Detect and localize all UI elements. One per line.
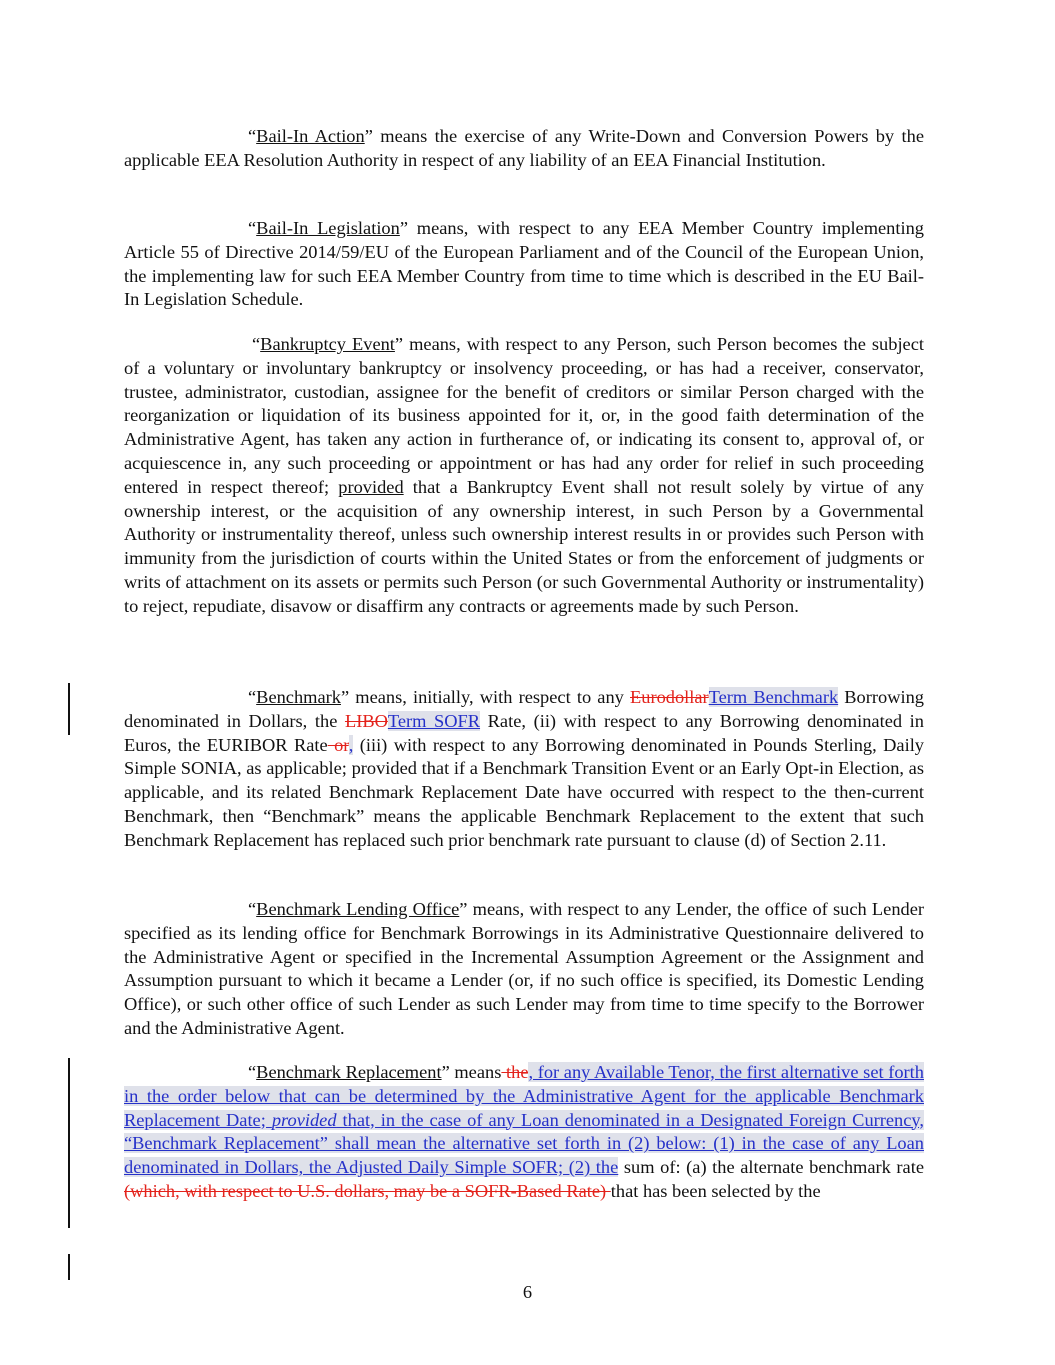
definition-text: Rate, (ii) with respect to any Borrowing denominated in Euros, the EURIBOR Rate [124,710,924,755]
definition-text: that a Bankruptcy Event shall not result solely by virtue of any ownership interest, or the acquisition of any ownership interest, in such Person by a Governmental Authority or instrumentality thereof, unless such ownership interest results in or provides such Person with immunity from the jurisdiction of courts within the United States or from the enforcement of judgments or writs of attachment on its assets or permits such Person (or such Governmental Authority or instrumentality) to reject, repudiate, disavow or disaffirm any contracts or agreements made by such Person. [124,476,924,616]
inserted-text: Term SOFR [387,710,481,731]
definition-text: ” means the exercise of any Write-Down and Conversion Powers by the applicable EEA Resolution Authority in respect of any liability of an EEA Financial Institution. [124,126,924,170]
definition-text: (iii) with respect to any Borrowing denominated in Pounds Sterling, Daily Simple SONIA, as applicable; provided that if a Benchmark Transition Event or an Early Opt-in Election, as applicable, and its related Benchmark Replacement Date have occurred with respect to the then-current Benchmark, then “Benchmark” means the applicable Benchmark Replacement to the extent that such Benchmark Replacement has replaced such prior benchmark rate pursuant to clause (d) of Section 2.11. [124,734,924,850]
deleted-text: the [501,1062,529,1082]
definition-bankruptcy-event: “Bankruptcy Event” means, with respect to any Person, such Person becomes the subject of a voluntary or involuntary bankruptcy or insolvency proceeding, or has had a receiver, conservator, trustee, administrator, custodian, assignee for the benefit of creditors or similar Person charged with the reorganization or liquidation of its business appointed for it, or, in the good faith determination of the Administrative Agent, has taken any action in furtherance of, or indicating its consent to, approval of, or acquiescence in, any such proceeding or appointment or has had any order for relief in such proceeding entered in respect thereof; provided that a Bankruptcy Event shall not result solely by virtue of any ownership interest, or the acquisition of any ownership interest, in such Person by a Governmental Authority or instrumentality thereof, unless such ownership interest results in or provides such Person with immunity from the jurisdiction of courts within the United States or from the enforcement of judgments or writs of attachment on its assets or permits such Person (or such Governmental Authority or instrumentality) to reject, repudiate, disavow or disaffirm any contracts or agreements made by such Person. [124,334,924,616]
change-bar [68,1058,70,1228]
change-bar [68,1254,70,1280]
defined-term: Bankruptcy Event [260,334,395,354]
definition-bail-in-action: “Bail-In Action” means the exercise of any Write-Down and Conversion Powers by the applicable EEA Resolution Authority in respect of any liability of an EEA Financial Institution. [124,126,924,170]
definition-text: ” means, with respect to any EEA Member Country implementing Article 55 of Directive 2014/59/EU of the European Parliament and of the Council of the European Union, the implementing law for such EEA Member Country from time to time which is described in the EU Bail-In Legislation Schedule. [124,218,924,310]
defined-term: Bail-In Action [256,126,365,146]
definition-bail-in-legislation: “Bail-In Legislation” means, with respect to any EEA Member Country implementing Article 55 of Directive 2014/59/EU of the European Parliament and of the Council of the European Union, the implementing law for such EEA Member Country from time to time which is described in the EU Bail-In Legislation Schedule. [124,218,924,310]
deleted-text: or [327,734,349,755]
inserted-text: that, in the case of any Loan denominated in a Designated Foreign Currency, “Benchmark Replacement” shall mean the alternative set forth in (2) below: (1) in the case of any Loan denominated in Dollars, the Adjusted Daily Simple SOFR; (2) the [124,1109,925,1178]
inserted-text: Term Benchmark [708,687,839,707]
definition-text: ” means, with respect to any Lender, the office of such Lender specified as its lending office for Benchmark Borrowings in its Administrative Questionnaire delivered to the Administrative Agent or specified in the Incremental Assumption Agreement or the Assignment and Assumption pursuant to which it became a Lender (or, if no such office is specified, its Domestic Lending Office), or such other office of such Lender as such Lender may from time to time specify to the Borrower and the Administrative Agent. [124,899,924,1038]
definition-text: sum of: (a) the alternate benchmark rate [618,1157,924,1178]
definition-text: ” means, with respect to any Person, such Person becomes the subject of a voluntary or involuntary bankruptcy or insolvency proceeding, or has had a receiver, conservator, trustee, administrator, custodian, assignee for the benefit of creditors or similar Person charged with the reorganization or liquidation of its business appointed for it, or, in the good faith determination of the Administrative Agent, has taken any action in furtherance of, or indicating its consent to, approval of, or acquiescence in, any such proceeding or appointment or has had any order for relief in such proceeding entered in respect thereof; [124,334,924,497]
defined-term: Benchmark [256,687,341,707]
page-number: 6 [522,1282,533,1302]
provided-term: provided [338,476,404,497]
definition-text: that has been selected by the [610,1180,821,1201]
definition-text: ” means [441,1062,502,1082]
defined-term: Benchmark Replacement [256,1062,442,1082]
definition-text: Borrowing denominated in Dollars, the [124,687,924,731]
inserted-text: , for any Available Tenor, the first alternative set forth in the order below that can be determined by the Administrative Agent for the applicable Benchmark Replacement Date; [124,1062,924,1130]
defined-term: Benchmark Lending Office [256,899,460,919]
definition-benchmark: “Benchmark” means, initially, with respect to any EurodollarTerm Benchmark Borrowing denominated in Dollars, the LIBOTerm SOFR Rate, (ii) with respect to any Borrowing denominated in Euros, the EURIBOR Rate or, (iii) with respect to any Borrowing denominated in Pounds Sterling, Daily Simple SONIA, as applicable; provided that if a Benchmark Transition Event or an Early Opt-in Election, as applicable, and its related Benchmark Replacement Date have occurred with respect to the then-current Benchmark, then “Benchmark” means the applicable Benchmark Replacement to the extent that such Benchmark Replacement has replaced such prior benchmark rate pursuant to clause (d) of Section 2.11. [124,687,924,850]
definition-benchmark-lending-office: “Benchmark Lending Office” means, with respect to any Lender, the office of such Lender specified as its lending office for Benchmark Borrowings in its Administrative Questionnaire delivered to the Administrative Agent or specified in the Incremental Assumption Agreement or the Assignment and Assumption pursuant to which it became a Lender (or, if no such office is specified, its Domestic Lending Office), or such other office of such Lender as such Lender may from time to time specify to the Borrower and the Administrative Agent. [124,899,924,1038]
deleted-text: (which, with respect to U.S. dollars, may be a SOFR-Based Rate) [124,1180,611,1201]
definition-benchmark-replacement: “Benchmark Replacement” means the, for any Available Tenor, the first alternative set forth in the order below that can be determined by the Administrative Agent for the applicable Benchmark Replacement Date; provided that, in the case of any Loan denominated in a Designated Foreign Currency, “Benchmark Replacement” shall mean the alternative set forth in (2) below: (1) in the case of any Loan denominated in Dollars, the Adjusted Daily Simple SOFR; (2) the sum of: (a) the alternate benchmark rate (which, with respect to U.S. dollars, may be a SOFR-Based Rate) that has been selected by the [124,1062,925,1201]
deleted-text: Eurodollar [630,687,709,707]
deleted-text: LIBO [344,710,388,731]
inserted-text: , [348,734,354,755]
inserted-text: provided [271,1109,337,1130]
definition-text: ” means, initially, with respect to any [340,687,631,707]
defined-term: Bail-In Legislation [256,218,400,238]
change-bar [68,683,70,735]
